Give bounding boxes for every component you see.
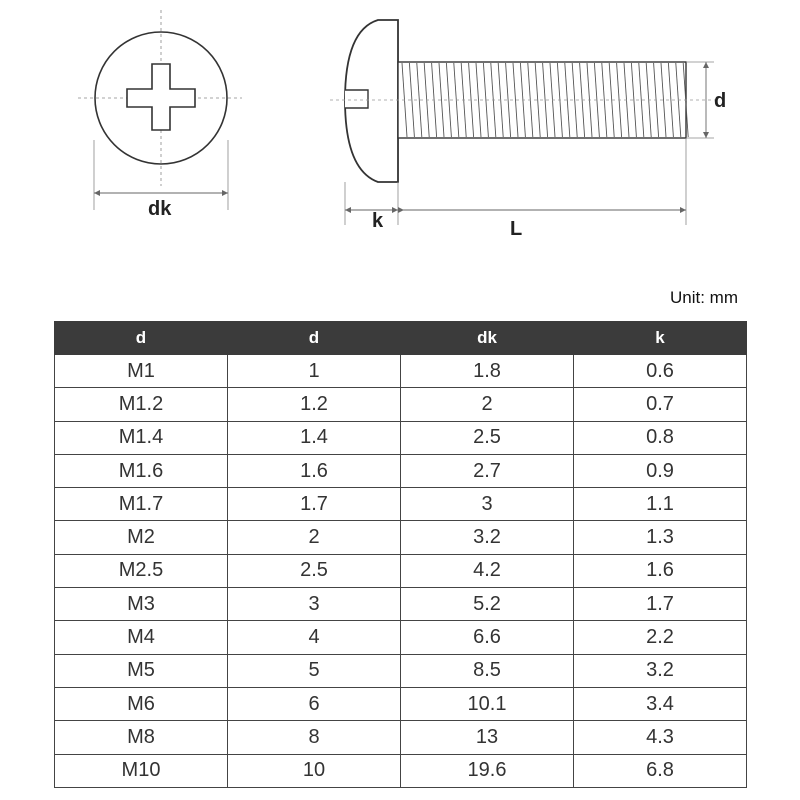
L-label: L: [510, 218, 523, 240]
table-cell: M1: [55, 355, 228, 388]
table-cell: 5.2: [401, 588, 574, 621]
table-cell: 3: [401, 488, 574, 521]
dk-label: dk: [148, 198, 172, 220]
table-cell: 2: [401, 388, 574, 421]
table-cell: 4.2: [401, 554, 574, 587]
table-cell: M8: [55, 721, 228, 754]
table-cell: 1.4: [228, 421, 401, 454]
table-cell: M6: [55, 687, 228, 720]
head-top-view: [78, 10, 242, 210]
table-cell: 1.1: [574, 488, 747, 521]
table-cell: M2: [55, 521, 228, 554]
table-row: [55, 588, 747, 621]
table-cell: M1.2: [55, 388, 228, 421]
header-k: k: [574, 322, 747, 355]
table-cell: 0.6: [574, 355, 747, 388]
table-cell: 19.6: [401, 754, 574, 787]
table-cell: 2.5: [228, 554, 401, 587]
phillips-cross-icon: [127, 64, 195, 130]
table-row: [55, 421, 747, 454]
table-cell: 1.3: [574, 521, 747, 554]
table-cell: M5: [55, 654, 228, 687]
table-row: [55, 488, 747, 521]
table-row: [55, 687, 747, 720]
table-row: [55, 454, 747, 487]
table-cell: M1.6: [55, 454, 228, 487]
table-cell: 6: [228, 687, 401, 720]
table-header-row: [55, 322, 747, 355]
table-row: [55, 654, 747, 687]
table-cell: 4: [228, 621, 401, 654]
header-dk: dk: [401, 322, 574, 355]
k-label: k: [372, 210, 384, 232]
table-cell: 1.6: [228, 454, 401, 487]
table-cell: 3.2: [574, 654, 747, 687]
table-cell: 2: [228, 521, 401, 554]
table-cell: 8: [228, 721, 401, 754]
table-cell: 0.9: [574, 454, 747, 487]
table-row: [55, 355, 747, 388]
table-body: [55, 355, 747, 788]
header-d-size: d: [55, 322, 228, 355]
table-row: [55, 388, 747, 421]
table-row: [55, 554, 747, 587]
table-cell: 10: [228, 754, 401, 787]
table-cell: M10: [55, 754, 228, 787]
table-cell: M3: [55, 588, 228, 621]
table-cell: M2.5: [55, 554, 228, 587]
table-row: [55, 521, 747, 554]
table-row: [55, 754, 747, 787]
table-cell: 2.7: [401, 454, 574, 487]
table-row: [55, 621, 747, 654]
table-cell: 1.7: [574, 588, 747, 621]
screw-dimensions-table: [54, 321, 747, 788]
table-row: [55, 721, 747, 754]
table-cell: 1.7: [228, 488, 401, 521]
table-cell: 0.8: [574, 421, 747, 454]
table-cell: 6.6: [401, 621, 574, 654]
table-cell: 13: [401, 721, 574, 754]
table-cell: 1.6: [574, 554, 747, 587]
table-cell: 4.3: [574, 721, 747, 754]
table-cell: 0.7: [574, 388, 747, 421]
header-d: d: [228, 322, 401, 355]
unit-note: Unit: mm: [670, 288, 738, 307]
table-cell: 3.2: [401, 521, 574, 554]
screw-side-view: [330, 20, 720, 225]
table-cell: 2.2: [574, 621, 747, 654]
table-cell: 10.1: [401, 687, 574, 720]
table-cell: 1: [228, 355, 401, 388]
screw-technical-drawing: [0, 0, 800, 260]
table-cell: 1.8: [401, 355, 574, 388]
table-cell: 8.5: [401, 654, 574, 687]
d-label: d: [714, 90, 727, 112]
table-cell: M1.4: [55, 421, 228, 454]
table-cell: 2.5: [401, 421, 574, 454]
table-cell: 5: [228, 654, 401, 687]
table-cell: 6.8: [574, 754, 747, 787]
table-cell: 3.4: [574, 687, 747, 720]
table-cell: 1.2: [228, 388, 401, 421]
table-cell: M4: [55, 621, 228, 654]
table-cell: 3: [228, 588, 401, 621]
table-cell: M1.7: [55, 488, 228, 521]
